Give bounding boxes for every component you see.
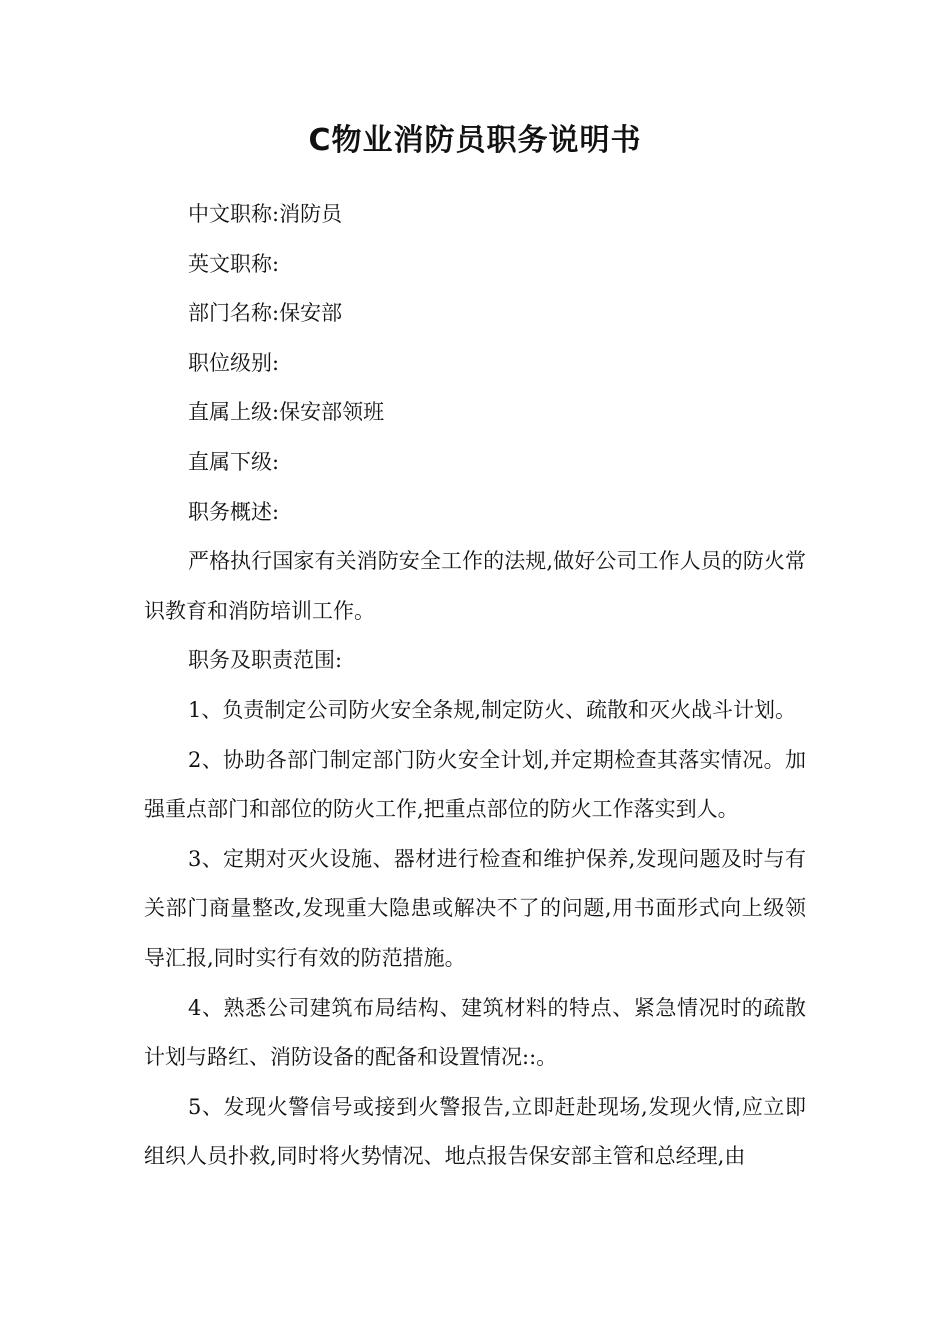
duty-item-3: 3、定期对灭火设施、器材进行检查和维护保养,发现问题及时与有关部门商量整改,发现重大隐患或解决不了的问题,用书面形式向上级领导汇报,同时实行有效的防范措施。: [144, 846, 806, 970]
job-overview-paragraph: 严格执行国家有关消防安全工作的法规,做好公司工作人员的防火常识教育和消防培训工作。: [144, 549, 806, 623]
duty-item-2: 2、协助各部门制定部门防火安全计划,并定期检查其落实情况。加强重点部门和部位的防火工作,把重点部位的防火工作落实到人。: [144, 747, 806, 822]
duty-item-1: 1、负责制定公司防火安全条规,制定防火、疏散和灭火战斗计划。: [188, 697, 797, 722]
field-chinese-title: 中文职称:消防员: [188, 202, 343, 226]
duty-item-4: 4、熟悉公司建筑布局结构、建筑材料的特点、紧急情况时的疏散计划与路红、消防设备的配备和设置情况::。: [144, 995, 806, 1070]
field-direct-supervisor: 直属上级:保安部领班: [188, 400, 385, 425]
field-job-overview-label: 职务概述:: [188, 499, 280, 524]
field-direct-subordinate: 直属下级:: [188, 449, 280, 474]
duties-heading: 职务及职责范围:: [188, 648, 343, 673]
duty-item-5: 5、发现火警信号或接到火警报告,立即赶赴现场,发现火情,应立即组织人员扑救,同时将火势情况、地点报告保安部主管和总经理,由: [144, 1094, 806, 1169]
document-title: C物业消防员职务说明书: [308, 123, 642, 158]
field-english-title: 英文职称:: [188, 251, 280, 276]
document-body: [144, 190, 806, 1182]
field-position-level: 职位级别:: [188, 350, 280, 375]
field-department: 部门名称:保安部: [188, 301, 343, 326]
